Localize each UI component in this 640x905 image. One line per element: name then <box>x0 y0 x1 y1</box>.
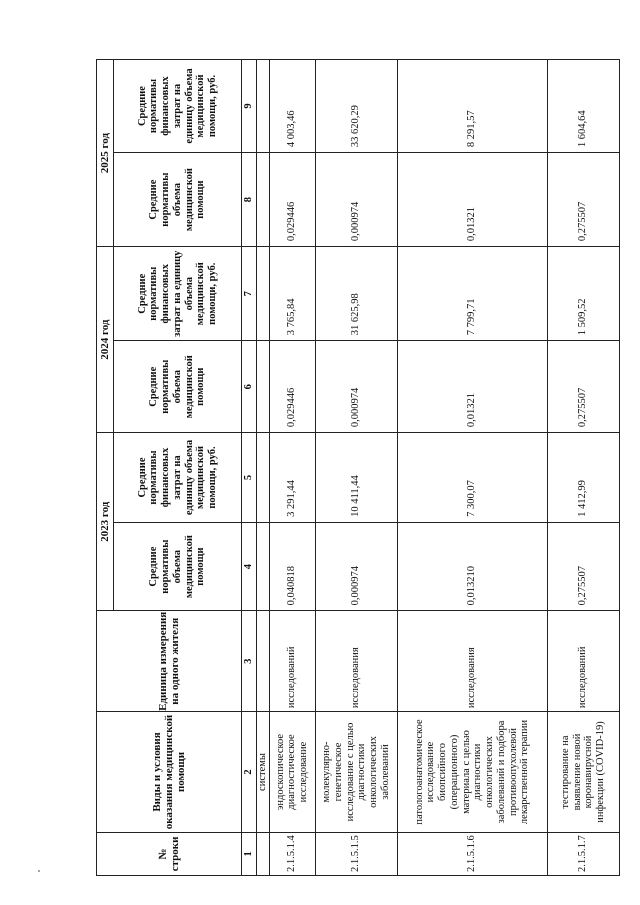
col-header-type: Виды и условия оказания медицинской помощи <box>97 712 242 833</box>
col-number: 5 <box>242 433 257 523</box>
col-number: 1 <box>242 832 257 875</box>
col-header-cost-2024: Средние нормативы финансовых затрат на единицу объема медицинской помощи, руб. <box>114 247 242 341</box>
col-header-cost-2023: Средние нормативы финансовых затрат на единицу объема медицинской помощи, руб. <box>114 433 242 523</box>
col-number: 9 <box>242 60 257 153</box>
cost-2023: 10 411,44 <box>315 433 397 523</box>
row-number: 2.1.5.1.6 <box>397 832 547 875</box>
cost-2024: 7 799,71 <box>397 247 547 341</box>
cost-2025: 33 620,29 <box>315 60 397 153</box>
cost-2025: 4 003,46 <box>269 60 315 153</box>
row-unit: исследований <box>269 611 315 712</box>
cost-2023: 1 412,99 <box>547 433 619 523</box>
col-header-volume-2025: Средние нормативы объема медицинской помощи <box>114 153 242 247</box>
col-header-no: № строки <box>97 832 242 875</box>
col-header-volume-2024: Средние нормативы объема медицинской помощи <box>114 341 242 433</box>
cost-2023: 3 291,44 <box>269 433 315 523</box>
row-unit: исследования <box>315 611 397 712</box>
table-row <box>547 60 619 876</box>
col-header-volume-2023: Средние нормативы объема медицинской помощи <box>114 522 242 611</box>
cost-2025: 8 291,57 <box>397 60 547 153</box>
row-type: тестирование на выявление новой коронавирусной инфекции (COVID-19) <box>547 712 619 833</box>
col-number: 4 <box>242 522 257 611</box>
volume-2024: 0,029446 <box>269 341 315 433</box>
volume-2023: 0,040818 <box>269 522 315 611</box>
row-unit: исследования <box>397 611 547 712</box>
volume-2025: 0,029446 <box>269 153 315 247</box>
col-header-unit: Единица измерения на одного жителя <box>97 611 242 712</box>
volume-2024: 0,000974 <box>315 341 397 433</box>
col-header-cost-2025: Средние нормативы финансовых затрат на единицу объема медицинской помощи, руб. <box>114 60 242 153</box>
row-number: 2.1.5.1.4 <box>269 832 315 875</box>
col-number: 6 <box>242 341 257 433</box>
volume-2025: 0,01321 <box>397 153 547 247</box>
col-number: 3 <box>242 611 257 712</box>
scan-speck <box>38 870 40 872</box>
col-number: 2 <box>242 712 257 833</box>
year-header-2023: 2023 год <box>97 433 114 611</box>
row-number: 2.1.5.1.7 <box>547 832 619 875</box>
row-number: 2.1.5.1.5 <box>315 832 397 875</box>
cost-2025: 1 604,64 <box>547 60 619 153</box>
cost-2024: 31 625,98 <box>315 247 397 341</box>
volume-2025: 0,275507 <box>547 153 619 247</box>
table-row-continuation <box>257 60 270 876</box>
table-row <box>315 60 397 876</box>
table-row <box>397 60 547 876</box>
volume-2024: 0,01321 <box>397 341 547 433</box>
cost-2024: 1 509,52 <box>547 247 619 341</box>
year-header-2024: 2024 год <box>97 247 114 433</box>
volume-2023: 0,000974 <box>315 522 397 611</box>
row-type: эндоскопическое диагностическое исследование <box>269 712 315 833</box>
row-type: патологоанатомическое исследование биопсийного (операционного) материала с целью диагностики онкологических заболеваний и подбора противоопухолевой лекарственной терапии <box>397 712 547 833</box>
row-unit: исследований <box>547 611 619 712</box>
col-number: 8 <box>242 153 257 247</box>
row-type: молекулярно-генетическое исследование с целью диагностики онкологических заболеваний <box>315 712 397 833</box>
col-number: 7 <box>242 247 257 341</box>
cost-2024: 3 765,84 <box>269 247 315 341</box>
table-row <box>269 60 315 876</box>
volume-2023: 0,275507 <box>547 522 619 611</box>
year-header-2025: 2025 год <box>97 60 114 247</box>
volume-2024: 0,275507 <box>547 341 619 433</box>
volume-2025: 0,000974 <box>315 153 397 247</box>
rotated-table-container <box>96 59 612 876</box>
continuation-text: системы <box>257 712 270 833</box>
volume-2023: 0,013210 <box>397 522 547 611</box>
medical-norms-table <box>96 59 620 876</box>
cost-2023: 7 300,07 <box>397 433 547 523</box>
